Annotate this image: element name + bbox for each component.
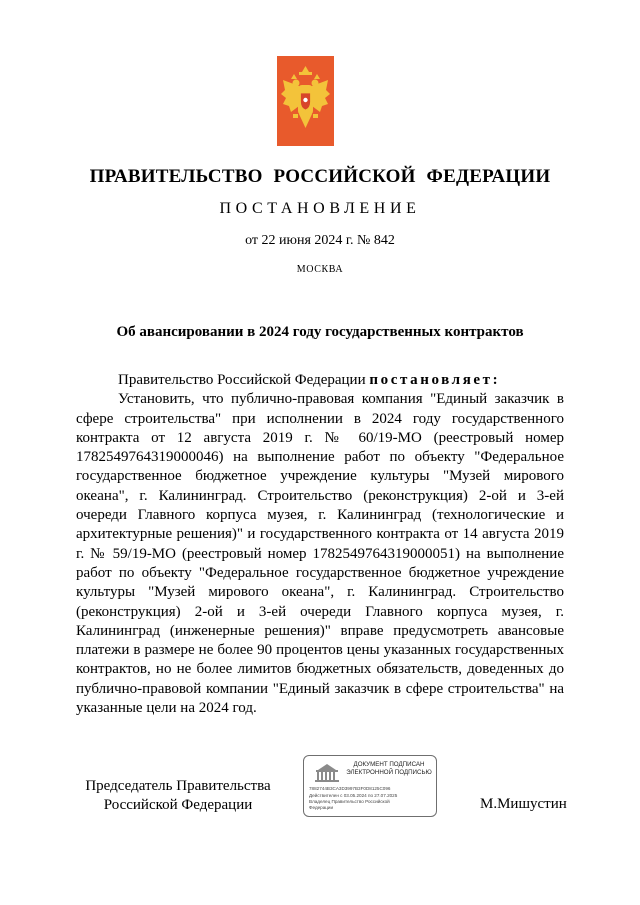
stamp-title-line1: ДОКУМЕНТ ПОДПИСАН [353,761,425,768]
document-heading: Об авансировании в 2024 году государственных контрактов [116,324,524,340]
document-date-number: от 22 июня 2024 г. № 842 [245,233,395,248]
stamp-owner-line1: Владелец Правительство Российской [309,799,390,804]
intro-paragraph [76,371,564,390]
resolution-keyword: постановляет: [369,372,501,388]
state-emblem-icon [277,56,334,146]
emblem-building-icon [312,762,342,784]
signatory-position-line2: Российской Федерации [103,797,253,813]
government-title: ПРАВИТЕЛЬСТВО РОССИЙСКОЙ ФЕДЕРАЦИИ [89,166,551,187]
stamp-owner-line2: Федерации [309,805,334,810]
electronic-signature-stamp [303,755,437,817]
stamp-title [344,761,434,777]
document-city: МОСКВА [296,264,344,275]
resolution-paragraph: Установить, что публично-правовая компания "Единый заказчик в сфере строительства" при исполнении в 2024 году государственного контракта от 12 августа 2019 г. № 60/19-МО (реестровый номер 1782549764319000046) на выполнение работ по объекту "Федеральное государственное бюджетное учреждение культуры "Музей мирового океана", г. Калининград. Строительство (реконструкция) 2-ой и 3-ей очереди Главного корпуса музея, г. Калининград (технологические и архитектурные решения)" и государственного контракта от 14 августа 2019 г. № 59/19-МО (реестровый номер 1782549764319000051) на выполнение работ по объекту "Федеральное государственное бюджетное учреждение культуры "Музей мирового океана", г. Калининград. Строительство (реконструкция) 2-ой и 3-ей очереди Главного корпуса музея, г. Калининград (инженерные решения)" вправе предусмотреть авансовые платежи в размере не более 90 процентов цены указанных государственных контрактов, но не более лимитов бюджетных обязательств, доведенных до публично-правовой компании "Единый заказчик в сфере строительства" на указанные цели на 2024 год. [76,391,564,717]
document-type: ПОСТАНОВЛЕНИЕ [219,200,421,217]
signatory-position-line1: Председатель Правительства [85,778,271,794]
stamp-certificate: 7882744B3CA3D3997B3F0D8125C096 [309,786,391,791]
stamp-validity: Действителен с 03.05.2024 по 27.07.2025 [309,793,398,798]
stamp-title-line2: ЭЛЕКТРОННОЙ ПОДПИСЬЮ [346,769,432,776]
intro-text: Правительство Российской Федерации [118,372,370,388]
signatory-position [78,777,278,815]
signatory-name: М.Мишустин [480,796,567,812]
document-body [76,371,564,718]
